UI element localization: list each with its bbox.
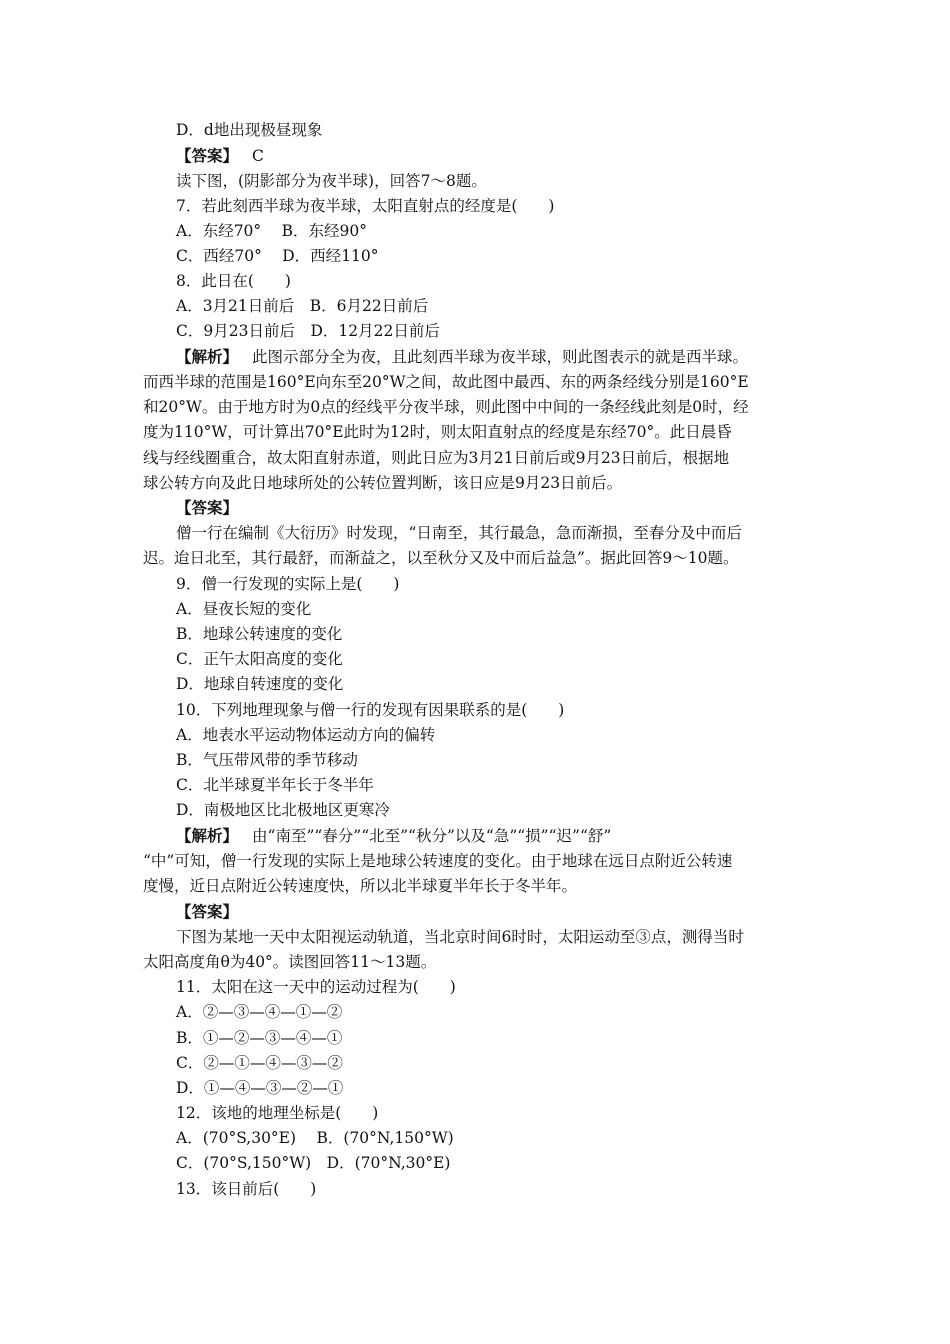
analysis-7-8-line: 和20°W。由于地方时为0点的经线平分夜半球，则此图中中间的一条经线此刻是0时，经	[143, 398, 749, 416]
analysis-text: 此图示部分全为夜，且此刻西半球为夜半球，则此图表示的就是西半球。	[252, 348, 749, 366]
q12-stem: 12．该地的地理坐标是( )	[176, 1104, 379, 1122]
q10-option: B．气压带风带的季节移动	[176, 751, 358, 769]
analysis-7-8-first	[176, 346, 748, 368]
q11-option: C．②—①—④—③—②	[176, 1054, 343, 1072]
q8-options-row2: C．9月23日前后 D．12月22日前后	[176, 322, 440, 340]
intro-9-10-first: 僧一行在编制《大衍历》时发现，“日南至，其行最急，急而渐损，至春分及中而后	[176, 524, 742, 542]
q11-option: B．①—②—③—④—①	[176, 1029, 343, 1047]
q8-options-row1: A．3月21日前后 B．6月22日前后	[176, 297, 429, 315]
analysis-9-10-first	[176, 825, 611, 847]
q6-option-d: D．d地出现极昼现象	[176, 121, 323, 139]
q9-option: D．地球自转速度的变化	[176, 675, 344, 693]
q11-option: A．②—③—④—①—②	[176, 1003, 343, 1021]
answer-label: 【答案】	[176, 146, 239, 165]
q9-option: A．昼夜长短的变化	[176, 600, 312, 618]
answer-7-8-label: 【答案】	[176, 498, 239, 517]
analysis-9-10-line: 度慢，近日点附近公转速度快，所以北半球夏半年长于冬半年。	[143, 877, 578, 895]
answer-9-10-label: 【答案】	[176, 902, 239, 921]
q10-option: C．北半球夏半年长于冬半年	[176, 776, 374, 794]
intro-7-8: 读下图，(阴影部分为夜半球)，回答7～8题。	[176, 172, 487, 190]
intro-9-10-second: 迟。迨日北至，其行最舒，而渐益之，以至秋分又及中而后益急”。据此回答9～10题。	[143, 549, 739, 567]
q13-stem: 13．该日前后( )	[176, 1180, 317, 1198]
q10-stem: 10．下列地理现象与僧一行的发现有因果联系的是( )	[176, 701, 565, 719]
analysis-text: 由“南至”“春分”“北至”“秋分”以及“急”“损”“迟”“舒”	[252, 827, 612, 845]
intro-11-13-first: 下图为某地一天中太阳视运动轨道，当北京时间6时时，太阳运动至③点，测得当时	[176, 928, 744, 946]
analysis-7-8-line: 球公转方向及此日地球所处的公转位置判断，该日应是9月23日前后。	[143, 474, 623, 492]
q7-options-row1: A．东经70° B．东经90°	[176, 222, 367, 240]
answer-value: C	[252, 147, 264, 165]
analysis-7-8-line: 度为110°W，可计算出70°E此时为12时，则太阳直射点的经度是东经70°。此日晨昏	[143, 423, 732, 441]
q9-stem: 9．僧一行发现的实际上是( )	[176, 575, 400, 593]
analysis-label: 【解析】	[176, 347, 239, 366]
q12-options-row1: A．(70°S,30°E) B．(70°N,150°W)	[176, 1129, 454, 1147]
q10-option: D．南极地区比北极地区更寒冷	[176, 801, 390, 819]
q11-stem: 11．太阳在这一天中的运动过程为( )	[176, 978, 456, 996]
q7-options-row2: C．西经70° D．西经110°	[176, 247, 379, 265]
q9-option: C．正午太阳高度的变化	[176, 650, 343, 668]
q12-options-row2: C．(70°S,150°W) D．(70°N,30°E)	[176, 1154, 451, 1172]
analysis-7-8-line: 而西半球的范围是160°E向东至20°W之间，故此图中最西、东的两条经线分别是160°E	[143, 373, 749, 391]
analysis-7-8-line: 线与经线圈重合，故太阳直射赤道，则此日应为3月21日前后或9月23日前后，根据地	[143, 449, 730, 467]
q9-option: B．地球公转速度的变化	[176, 625, 343, 643]
analysis-label: 【解析】	[176, 826, 239, 845]
intro-11-13-second: 太阳高度角θ为40°。读图回答11～13题。	[143, 953, 437, 971]
q11-option: D．①—④—③—②—①	[176, 1079, 344, 1097]
q10-option: A．地表水平运动物体运动方向的偏转	[176, 726, 436, 744]
q7-stem: 7．若此刻西半球为夜半球，太阳直射点的经度是( )	[176, 197, 555, 215]
analysis-9-10-line: “中”可知，僧一行发现的实际上是地球公转速度的变化。由于地球在远日点附近公转速	[143, 852, 733, 870]
q8-stem: 8．此日在( )	[176, 272, 291, 290]
q6-answer	[176, 145, 264, 167]
